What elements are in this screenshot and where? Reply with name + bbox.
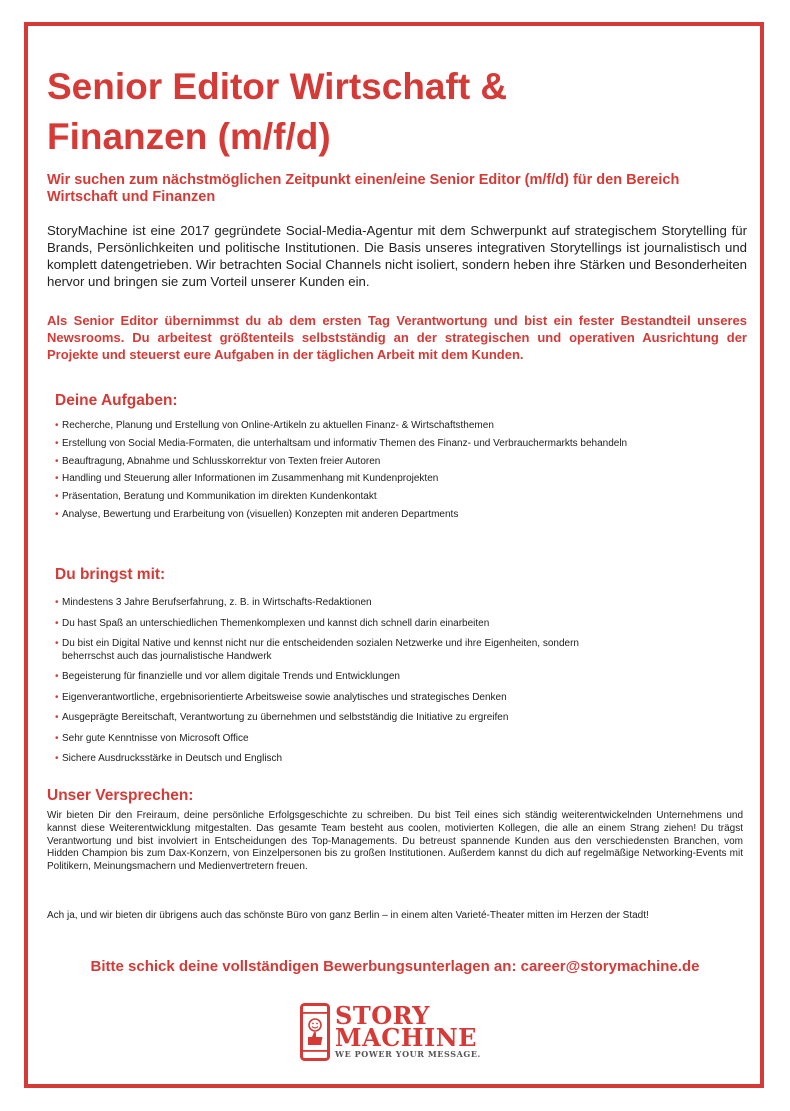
list-item: • Sehr gute Kenntnisse von Microsoft Office [55,733,615,746]
promise-section [47,787,743,874]
list-item: • Recherche, Planung und Erstellung von Online-Artikeln zu aktuellen Finanz- & Wirtschaftsthemen [55,420,735,433]
logo-tagline: WE POWER YOUR MESSAGE. [335,1049,481,1059]
list-item: • Begeisterung für finanzielle und vor allem digitale Trends und Entwicklungen [55,671,615,684]
promise-heading: Unser Versprechen: [47,787,194,804]
requirements-section [55,566,615,766]
application-call-to-action: Bitte schick deine vollständigen Bewerbungsunterlagen an: career@storymachine.de [90,958,700,975]
intro-text: StoryMachine ist eine 2017 gegründete Social-Media-Agentur mit dem Schwerpunkt auf strategischem Storytelling für Brands, Persönlichkeiten und politische Institutionen. Die Basis unseres integrativen Storytellings ist journalistisch und komplett datengetrieben. Wir betrachten Social Channels nicht isoliert, sondern heben ihre Stärken und Besonderheiten hervor und bringen sie zum Vorteil unserer Kunden ein. [47,223,747,289]
list-item: • Präsentation, Beratung und Kommunikation im direkten Kundenkontakt [55,491,735,504]
cta-block [40,958,750,975]
promise-text: Wir bieten Dir den Freiraum, deine persönliche Erfolgsgeschichte zu schreiben. Du bist Teil eines sich ständig weiterentwickelnden Unternehmens und kannst diese Weiterentwicklung mitgestalten. Das gesamte Team besteht aus coolen, motivierten Kollegen, die alle an einem Strang ziehen! Du trägst Verantwortung und bist involviert in Entscheidungen des Top-Managements. Du betreust spannende Kunden aus den verschiedensten Branchen, vom Hidden Champion bis zum Dax-Konzern, von Einzelpersonen bis zu großen Institutionen. Außerdem kannst du dich auf regelmäßige Networking-Events mit Politikern, Meinungsmachern und Medienvertretern freuen. [47,810,743,873]
tasks-heading: Deine Aufgaben: [55,392,178,409]
list-item: • Ausgeprägte Bereitschaft, Verantwortung zu übernehmen und selbstständig die Initiative zu ergreifen [55,712,615,725]
logo-word-machine: MACHINE [335,1023,477,1052]
requirements-heading: Du bringst mit: [55,566,166,583]
storymachine-logo [300,1003,490,1063]
list-item: • Erstellung von Social Media-Formaten, die unterhaltsam und informativ Themen des Finanz- und Verbrauchermarkts behandeln [55,438,735,451]
logo-word-story: STORY [335,1001,430,1030]
list-item: • Eigenverantwortliche, ergebnisorientierte Arbeitsweise sowie analytisches und strategisches Denken [55,692,615,705]
intro-block [47,222,747,290]
requirements-list [55,597,615,766]
list-item: • Analyse, Bewertung und Erarbeitung von (visuellen) Konzepten mit anderen Departments [55,509,735,522]
page-title-line-2: Finanzen (m/f/d) [47,116,331,157]
list-item: • Mindestens 3 Jahre Berufserfahrung, z. B. in Wirtschafts-Redaktionen [55,597,615,610]
tasks-list [55,420,735,521]
role-paragraph: Als Senior Editor übernimmst du ab dem ersten Tag Verantwortung und bist ein fester Bestandteil unseres Newsrooms. Du arbeitest größtenteils selbstständig an der strategischen und operativen Ausrichtung der Projekte und steuerst eure Aufgaben in der täglichen Arbeit mit dem Kunden. [47,313,747,362]
tasks-section [55,392,735,521]
office-note: Ach ja, und wir bieten dir übrigens auch das schönste Büro von ganz Berlin – in einem alten Varieté-Theater mitten im Herzen der Stadt! [47,910,649,921]
subtitle: Wir suchen zum nächstmöglichen Zeitpunkt einen/eine Senior Editor (m/f/d) für den Bereich Wirtschaft und Finanzen [47,172,680,205]
list-item: • Du bist ein Digital Native und kennst nicht nur die entscheidenden sozialen Netzwerke und ihre Eigenheiten, sondern beherrschst auch das journalistische Handwerk [55,638,597,663]
list-item: • Beauftragung, Abnahme und Schlusskorrektur von Texten freier Autoren [55,456,735,469]
list-item: • Handling und Steuerung aller Informationen im Zusammenhang mit Kundenprojekten [55,473,735,486]
list-item: • Du hast Spaß an unterschiedlichen Themenkomplexen und kannst dich schnell darin einarbeiten [55,618,615,631]
office-note-block [47,910,747,923]
page-title-line-1: Senior Editor Wirtschaft & [47,66,508,107]
subtitle-block [47,172,747,206]
role-block [47,312,747,363]
header [47,62,747,162]
list-item: • Sichere Ausdrucksstärke in Deutsch und Englisch [55,753,615,766]
page-title [47,62,747,162]
phone-smiley-icon [300,1003,330,1061]
